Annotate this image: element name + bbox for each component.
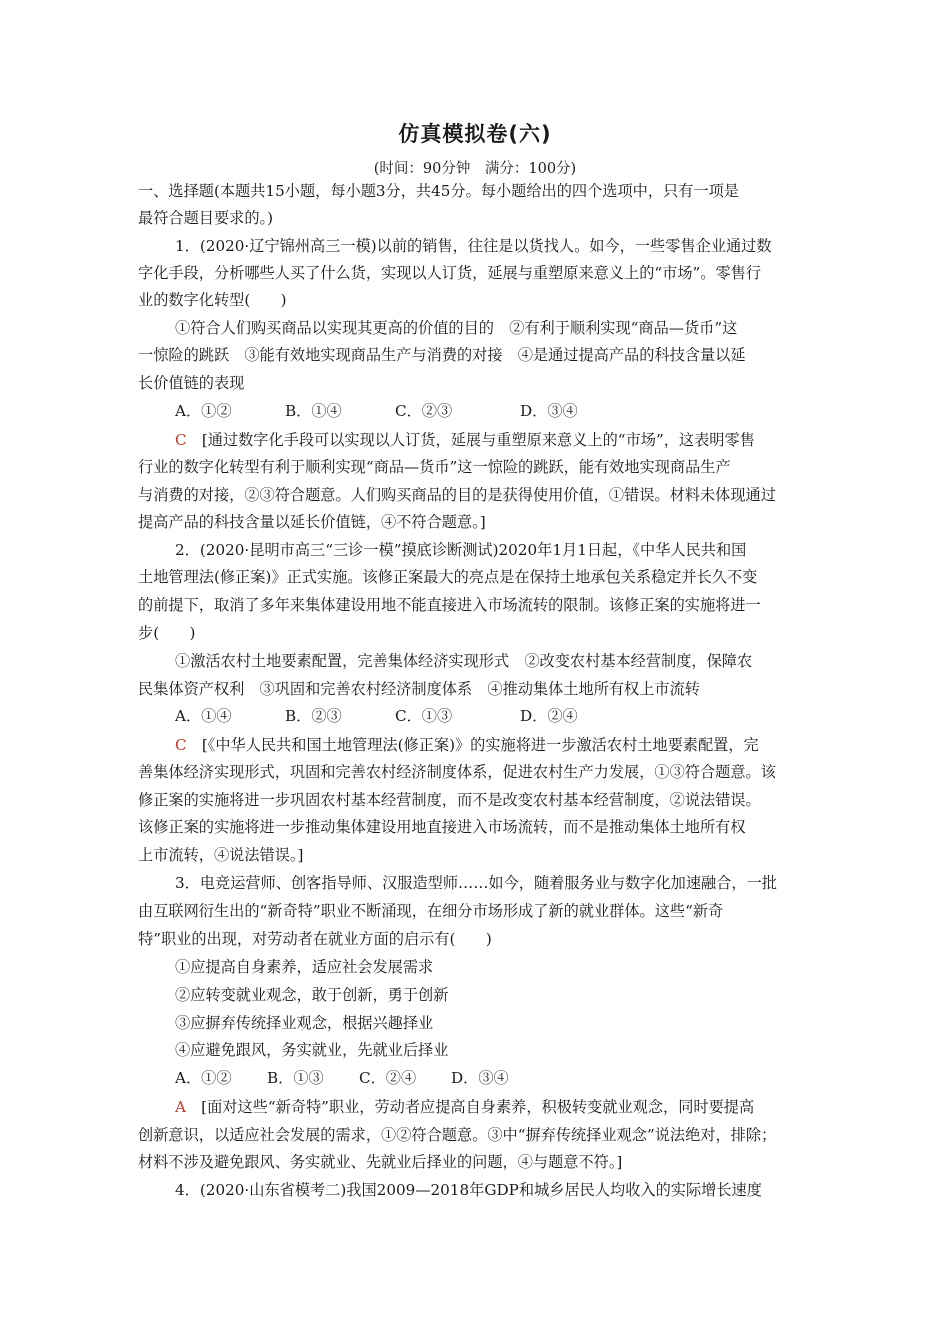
explanation: 修正案的实施将进一步巩固农村基本经营制度，而不是改变农村基本经营制度，②说法错误。: [138, 791, 761, 809]
option-a: A．①②: [175, 1069, 232, 1087]
explanation: 创新意识，以适应社会发展的需求，①②符合题意。③中“摒弃传统择业观念”说法绝对，排除；: [138, 1126, 777, 1144]
option-c: C．①③: [395, 707, 453, 725]
explanation-text: [通过数字化手段可以实现以人订货，延展与重塑原来意义上的“市场”，这表明零售: [201, 431, 755, 449]
page-title: 仿真模拟卷(六): [398, 122, 552, 146]
question-items: 一惊险的跳跃 ③能有效地实现商品生产与消费的对接 ④是通过提高产品的科技含量以延: [138, 346, 746, 364]
question-stem: 字化手段，分析哪些人买了什么货，实现以人订货，延展与重塑原来意义上的“市场”。零售行: [138, 264, 762, 282]
question-item: ①应提高自身素养，适应社会发展需求: [175, 958, 434, 976]
answer-options: [175, 706, 818, 726]
question-stem: 4．(2020·山东省模考二)我国2009—2018年GDP和城乡居民人均收入的实际增长速度: [175, 1181, 762, 1199]
question-stem: 步( ): [138, 624, 196, 642]
option-b: B．①④: [285, 402, 342, 420]
option-d: D．③④: [451, 1069, 509, 1087]
option-d: D．②④: [520, 707, 578, 725]
option-c: C．②④: [359, 1069, 417, 1087]
question-stem: 由互联网衍生出的“新奇特”职业不断涌现，在细分市场形成了新的就业群体。这些“新奇: [138, 902, 724, 920]
question-stem: 3．电竞运营师、创客指导师、汉服造型师……如今，随着服务业与数字化加速融合，一批: [175, 874, 777, 892]
option-d: D．③④: [520, 402, 578, 420]
section-intro: 一、选择题(本题共15小题，每小题3分，共45分。每小题给出的四个选项中，只有一项是: [138, 182, 739, 200]
explanation: 与消费的对接，②③符合题意。人们购买商品的目的是获得使用价值，①错误。材料未体现通过: [138, 486, 776, 504]
answer-letter: A: [175, 1098, 186, 1116]
question-stem: 的前提下，取消了多年来集体建设用地不能直接进入市场流转的限制。该修正案的实施将进一: [138, 596, 761, 614]
section-intro: 最符合题目要求的。): [138, 209, 274, 227]
explanation: [175, 1097, 818, 1117]
explanation: 材料不涉及避免跟风、务实就业、先就业后择业的问题，④与题意不符。]: [138, 1153, 623, 1171]
option-a: A．①②: [175, 402, 232, 420]
exam-info: (时间：90分钟 满分：100分): [373, 161, 577, 177]
question-stem: 业的数字化转型( ): [138, 291, 287, 309]
explanation: 上市流转，④说法错误。]: [138, 846, 304, 864]
answer-letter: C: [175, 431, 187, 449]
question-item: ③应摒弃传统择业观念，根据兴趣择业: [175, 1014, 434, 1032]
question-items: 长价值链的表现: [138, 374, 245, 392]
explanation: 行业的数字化转型有利于顺利实现“商品—货币”这一惊险的跳跃，能有效地实现商品生产: [138, 458, 731, 476]
option-c: C．②③: [395, 402, 453, 420]
answer-options: [175, 401, 818, 421]
explanation: [175, 430, 818, 450]
option-b: B．②③: [285, 707, 342, 725]
option-b: B．①③: [267, 1069, 324, 1087]
question-stem: 1．(2020·辽宁锦州高三一模)以前的销售，往往是以货找人。如今，一些零售企业通过数: [175, 237, 772, 255]
question-stem: 2．(2020·昆明市高三“三诊一模”摸底诊断测试)2020年1月1日起，《中华人民共和国: [175, 541, 747, 559]
question-items: ①激活农村土地要素配置，完善集体经济实现形式 ②改变农村基本经营制度，保障农: [175, 652, 753, 670]
explanation-text: [面对这些“新奇特”职业，劳动者应提高自身素养，积极转变就业观念，同时要提高: [201, 1098, 755, 1116]
explanation: 提高产品的科技含量以延长价值链，④不符合题意。]: [138, 513, 486, 531]
question-item: ②应转变就业观念，敢于创新，勇于创新: [175, 986, 449, 1004]
answer-options: [175, 1068, 818, 1088]
answer-letter: C: [175, 736, 187, 754]
question-stem: 特”职业的出现，对劳动者在就业方面的启示有( ): [138, 930, 492, 948]
question-item: ④应避免跟风，务实就业，先就业后择业: [175, 1041, 449, 1059]
question-items: 民集体资产权利 ③巩固和完善农村经济制度体系 ④推动集体土地所有权上市流转: [138, 680, 700, 698]
option-a: A．①④: [175, 707, 232, 725]
explanation: [175, 735, 818, 755]
question-stem: 土地管理法(修正案)》正式实施。该修正案最大的亮点是在保持土地承包关系稳定并长久不变: [138, 568, 758, 586]
explanation: 该修正案的实施将进一步推动集体建设用地直接进入市场流转，而不是推动集体土地所有权: [138, 818, 746, 836]
explanation-text: [《中华人民共和国土地管理法(修正案)》的实施将进一步激活农村土地要素配置，完: [201, 736, 759, 754]
explanation: 善集体经济实现形式，巩固和完善农村经济制度体系，促进农村生产力发展，①③符合题意。该: [138, 763, 776, 781]
question-items: ①符合人们购买商品以实现其更高的价值的目的 ②有利于顺利实现“商品—货币”这: [175, 319, 738, 337]
